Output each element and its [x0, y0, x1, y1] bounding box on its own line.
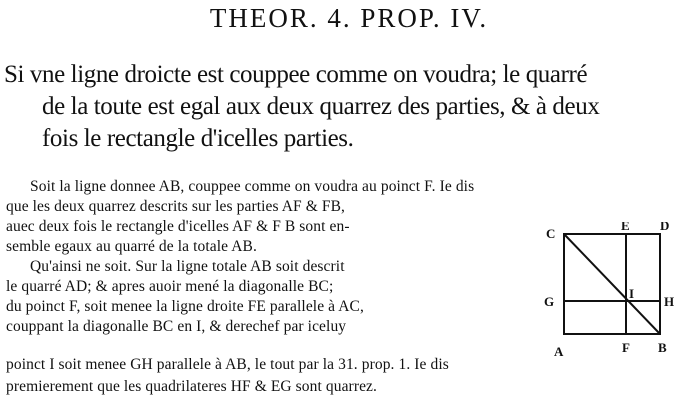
square-diagram — [542, 222, 692, 364]
body-line-10: premierement que les quadrilateres HF & EG sont quarrez. — [6, 378, 378, 395]
label-b: B — [658, 340, 667, 355]
label-d: D — [660, 222, 670, 233]
diagonal-bc — [564, 234, 660, 334]
body-line-8: couppant la diagonalle BC en I, & derechef par iceluy — [6, 318, 347, 335]
body-line-9: poinct I soit menee GH parallele à AB, le tout par la 31. prop. 1. Ie dis — [6, 356, 449, 373]
label-c: C — [546, 226, 556, 241]
label-h: H — [664, 294, 675, 309]
proposition-line-1: Si vne ligne droicte est couppee comme on voudra; le quarré — [4, 61, 588, 88]
body-line-7: du poinct F, soit menee la ligne droite FE parallele à AC, — [6, 298, 364, 315]
label-a: A — [554, 344, 564, 359]
body-line-4: semble egaux au quarré de la totale AB. — [6, 238, 257, 255]
proposition-line-3: fois le rectangle d'icelles parties. — [42, 125, 354, 152]
label-f: F — [622, 340, 630, 355]
body-line-1: Soit la ligne donnee AB, couppee comme on voudra au poinct F. Ie dis — [30, 178, 475, 195]
proposition-line-2: de la toute est egal aux deux quarrez des parties, & à deux — [42, 93, 600, 120]
body-line-6: le quarré AD; & apres auoir mené la diagonalle BC; — [6, 278, 334, 295]
geometric-figure — [542, 222, 692, 364]
body-line-2: que les deux quarrez descrits sur les parties AF & FB, — [6, 198, 346, 215]
label-g: G — [544, 294, 555, 309]
label-i: I — [629, 286, 635, 301]
label-e: E — [621, 222, 630, 233]
body-line-5: Qu'ainsi ne soit. Sur la ligne totale AB soit descrit — [30, 258, 345, 275]
theorem-heading: THEOR. 4. PROP. IV. — [209, 3, 489, 33]
body-line-3: auec deux fois le rectangle d'icelles AF & F B sont en- — [6, 218, 350, 235]
